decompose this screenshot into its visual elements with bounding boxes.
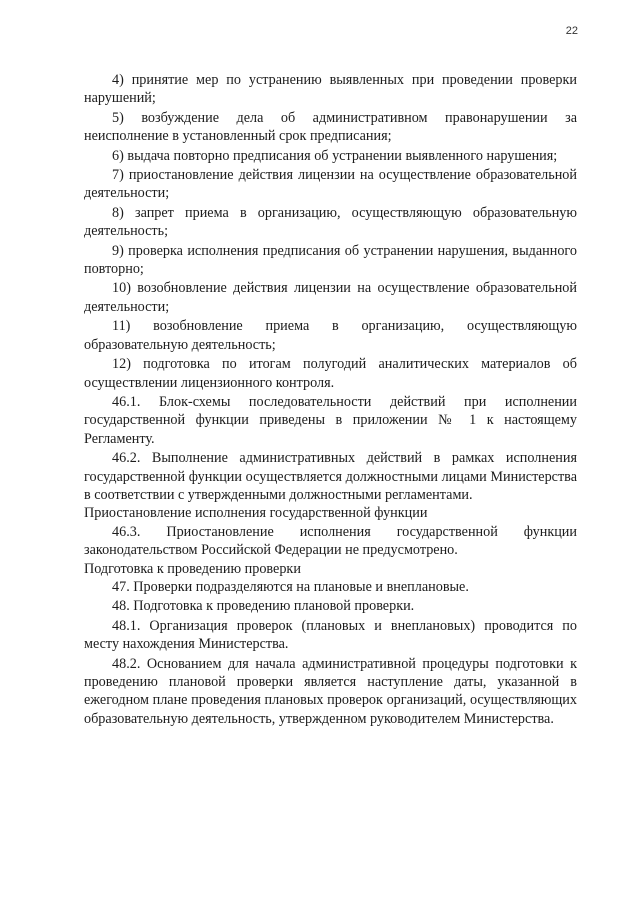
paragraph-46-2: 46.2. Выполнение административных действий в рамках исполнения государственной функции осуществляется должностными лицами Министерства в соответствии с утвержденными должностными регламентами. bbox=[84, 450, 577, 503]
paragraph-item-8: 8) запрет приема в организацию, осуществляющую образовательную деятельность; bbox=[84, 204, 577, 240]
paragraph-item-4: 4) принятие мер по устранению выявленных при проведении проверки нарушений; bbox=[84, 72, 577, 107]
paragraph-46-3: 46.3. Приостановление исполнения государственной функции законодательством Российской Федерации не предусмотрено. bbox=[84, 523, 577, 559]
paragraph-item-11: 11) возобновление приема в организацию, осуществляющую образовательную деятельность; bbox=[84, 318, 577, 353]
paragraph-item-5: 5) возбуждение дела об административном правонарушении за неисполнение в установленный срок предписания; bbox=[84, 109, 577, 145]
paragraph-item-6: 6) выдача повторно предписания об устранении выявленного нарушения; bbox=[112, 147, 558, 164]
paragraph-item-10: 10) возобновление действия лицензии на осуществление образовательной деятельности; bbox=[84, 280, 577, 315]
section-heading-suspension: Приостановление исполнения государственной функции bbox=[84, 505, 428, 522]
paragraph-item-7: 7) приостановление действия лицензии на осуществление образовательной деятельности; bbox=[84, 167, 577, 202]
document-body bbox=[84, 71, 577, 728]
paragraph-47: 47. Проверки подразделяются на плановые и внеплановые. bbox=[112, 578, 469, 595]
paragraph-46-1: 46.1. Блок-схемы последовательности действий при исполнении государственной функции приведены в приложении № 1 к настоящему Регламенту. bbox=[84, 393, 577, 447]
page-number: 22 bbox=[565, 25, 578, 37]
paragraph-item-9: 9) проверка исполнения предписания об устранении нарушения, выданного повторно; bbox=[84, 242, 577, 278]
section-heading-preparation: Подготовка к проведению проверки bbox=[84, 560, 301, 577]
paragraph-48-2: 48.2. Основанием для начала административной процедуры подготовки к проведению плановой проверки является наступление даты, указанной в ежегодном плане проведения плановых проверок организаций, осуществляющих образовательную деятельность, утвержденном руководителем Министерства. bbox=[84, 655, 577, 727]
paragraph-48-1: 48.1. Организация проверок (плановых и внеплановых) проводится по месту нахождения Министерства. bbox=[84, 617, 577, 653]
paragraph-item-12: 12) подготовка по итогам полугодий аналитических материалов об осуществлении лицензионного контроля. bbox=[84, 356, 577, 391]
paragraph-48: 48. Подготовка к проведению плановой проверки. bbox=[112, 598, 415, 615]
